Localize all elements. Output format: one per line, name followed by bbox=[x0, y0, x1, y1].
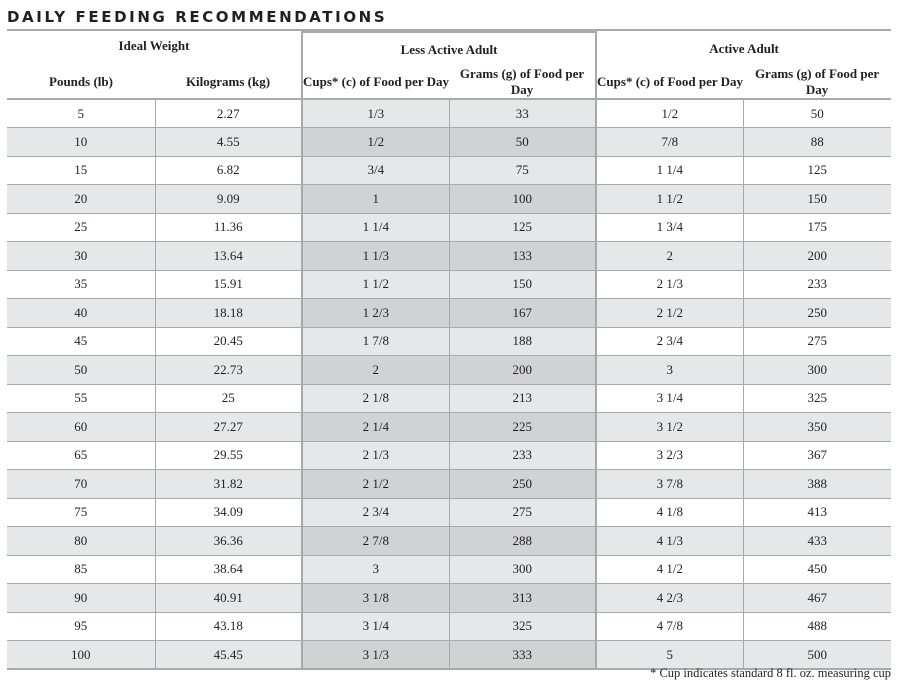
group-header-active: Active Adult bbox=[709, 41, 779, 56]
table-row bbox=[7, 441, 891, 470]
less-active-grams-cell: 333 bbox=[449, 641, 596, 670]
less-active-grams-cell: 275 bbox=[449, 498, 596, 527]
pounds-cell: 90 bbox=[7, 584, 155, 613]
table-row bbox=[7, 270, 891, 299]
table-row bbox=[7, 356, 891, 385]
pounds-cell: 50 bbox=[7, 356, 155, 385]
kilograms-cell: 38.64 bbox=[155, 555, 302, 584]
active-grams-cell: 200 bbox=[743, 242, 891, 271]
active-grams-cell: 50 bbox=[743, 99, 891, 128]
active-cups-cell: 2 1/3 bbox=[596, 270, 743, 299]
active-cups-cell: 3 1/2 bbox=[596, 413, 743, 442]
active-grams-cell: 388 bbox=[743, 470, 891, 499]
less-active-cups-cell: 1/3 bbox=[302, 99, 449, 128]
active-cups-cell: 1 1/4 bbox=[596, 156, 743, 185]
active-grams-cell: 433 bbox=[743, 527, 891, 556]
less-active-cups-cell: 2 1/4 bbox=[302, 413, 449, 442]
less-active-cups-cell: 1 bbox=[302, 185, 449, 214]
less-active-grams-cell: 250 bbox=[449, 470, 596, 499]
less-active-cups-cell: 1 2/3 bbox=[302, 299, 449, 328]
less-active-grams-cell: 133 bbox=[449, 242, 596, 271]
less-active-grams-cell: 225 bbox=[449, 413, 596, 442]
less-active-grams-cell: 50 bbox=[449, 128, 596, 157]
table-row bbox=[7, 213, 891, 242]
active-cups-cell: 3 7/8 bbox=[596, 470, 743, 499]
less-active-grams-cell: 288 bbox=[449, 527, 596, 556]
pounds-cell: 10 bbox=[7, 128, 155, 157]
less-active-cups-cell: 2 7/8 bbox=[302, 527, 449, 556]
less-active-grams-cell: 213 bbox=[449, 384, 596, 413]
pounds-cell: 100 bbox=[7, 641, 155, 670]
kilograms-cell: 9.09 bbox=[155, 185, 302, 214]
less-active-cups-cell: 3 1/4 bbox=[302, 612, 449, 641]
active-grams-cell: 88 bbox=[743, 128, 891, 157]
kilograms-cell: 34.09 bbox=[155, 498, 302, 527]
active-grams-cell: 125 bbox=[743, 156, 891, 185]
less-active-grams-cell: 233 bbox=[449, 441, 596, 470]
column-header-pounds: Pounds (lb) bbox=[49, 74, 113, 89]
kilograms-cell: 11.36 bbox=[155, 213, 302, 242]
active-grams-cell: 175 bbox=[743, 213, 891, 242]
kilograms-cell: 45.45 bbox=[155, 641, 302, 670]
table-row bbox=[7, 555, 891, 584]
active-cups-cell: 3 2/3 bbox=[596, 441, 743, 470]
active-cups-cell: 4 2/3 bbox=[596, 584, 743, 613]
table-row bbox=[7, 641, 891, 670]
less-active-cups-cell: 1 7/8 bbox=[302, 327, 449, 356]
column-header-kilograms: Kilograms (kg) bbox=[185, 74, 271, 89]
kilograms-cell: 29.55 bbox=[155, 441, 302, 470]
table-row bbox=[7, 242, 891, 271]
active-cups-cell: 3 bbox=[596, 356, 743, 385]
pounds-cell: 45 bbox=[7, 327, 155, 356]
kilograms-cell: 31.82 bbox=[155, 470, 302, 499]
pounds-cell: 75 bbox=[7, 498, 155, 527]
less-active-cups-cell: 2 1/2 bbox=[302, 470, 449, 499]
active-cups-cell: 4 1/3 bbox=[596, 527, 743, 556]
active-grams-cell: 325 bbox=[743, 384, 891, 413]
pounds-cell: 70 bbox=[7, 470, 155, 499]
pounds-cell: 40 bbox=[7, 299, 155, 328]
pounds-cell: 55 bbox=[7, 384, 155, 413]
table-row bbox=[7, 498, 891, 527]
active-grams-cell: 300 bbox=[743, 356, 891, 385]
active-cups-cell: 5 bbox=[596, 641, 743, 670]
active-grams-cell: 233 bbox=[743, 270, 891, 299]
kilograms-cell: 43.18 bbox=[155, 612, 302, 641]
table-row bbox=[7, 527, 891, 556]
less-active-cups-cell: 2 bbox=[302, 356, 449, 385]
less-active-grams-cell: 200 bbox=[449, 356, 596, 385]
table-row bbox=[7, 413, 891, 442]
active-cups-cell: 7/8 bbox=[596, 128, 743, 157]
active-cups-cell: 2 3/4 bbox=[596, 327, 743, 356]
table-row bbox=[7, 156, 891, 185]
active-grams-cell: 350 bbox=[743, 413, 891, 442]
table-row bbox=[7, 128, 891, 157]
pounds-cell: 15 bbox=[7, 156, 155, 185]
table-body bbox=[7, 99, 891, 669]
pounds-cell: 35 bbox=[7, 270, 155, 299]
less-active-grams-cell: 33 bbox=[449, 99, 596, 128]
active-grams-cell: 450 bbox=[743, 555, 891, 584]
pounds-cell: 30 bbox=[7, 242, 155, 271]
less-active-grams-cell: 167 bbox=[449, 299, 596, 328]
less-active-cups-cell: 1 1/4 bbox=[302, 213, 449, 242]
less-active-grams-cell: 188 bbox=[449, 327, 596, 356]
less-active-cups-cell: 2 1/8 bbox=[302, 384, 449, 413]
group-header-less-active: Less Active Adult bbox=[302, 32, 596, 66]
active-grams-cell: 367 bbox=[743, 441, 891, 470]
less-active-grams-cell: 75 bbox=[449, 156, 596, 185]
table-row bbox=[7, 185, 891, 214]
less-active-grams-cell: 300 bbox=[449, 555, 596, 584]
less-active-cups-cell: 2 3/4 bbox=[302, 498, 449, 527]
less-active-cups-cell: 1/2 bbox=[302, 128, 449, 157]
table-row bbox=[7, 99, 891, 128]
pounds-cell: 20 bbox=[7, 185, 155, 214]
pounds-cell: 85 bbox=[7, 555, 155, 584]
active-cups-cell: 1/2 bbox=[596, 99, 743, 128]
active-cups-cell: 1 3/4 bbox=[596, 213, 743, 242]
table-row bbox=[7, 584, 891, 613]
active-grams-cell: 150 bbox=[743, 185, 891, 214]
less-active-grams-cell: 100 bbox=[449, 185, 596, 214]
active-grams-cell: 250 bbox=[743, 299, 891, 328]
active-grams-cell: 488 bbox=[743, 612, 891, 641]
less-active-grams-cell: 325 bbox=[449, 612, 596, 641]
less-active-cups-cell: 2 1/3 bbox=[302, 441, 449, 470]
pounds-cell: 65 bbox=[7, 441, 155, 470]
active-cups-cell: 4 1/2 bbox=[596, 555, 743, 584]
kilograms-cell: 18.18 bbox=[155, 299, 302, 328]
active-cups-cell: 4 1/8 bbox=[596, 498, 743, 527]
pounds-cell: 25 bbox=[7, 213, 155, 242]
table-row bbox=[7, 470, 891, 499]
less-active-cups-cell: 3 bbox=[302, 555, 449, 584]
pounds-cell: 60 bbox=[7, 413, 155, 442]
kilograms-cell: 15.91 bbox=[155, 270, 302, 299]
less-active-cups-cell: 3/4 bbox=[302, 156, 449, 185]
table-row bbox=[7, 299, 891, 328]
feeding-table bbox=[7, 31, 891, 670]
column-header-less-active-cups: Cups* (c) of Food per Day bbox=[302, 66, 449, 99]
active-cups-cell: 3 1/4 bbox=[596, 384, 743, 413]
column-header-active-cups: Cups* (c) of Food per Day bbox=[597, 74, 744, 89]
less-active-cups-cell: 1 1/2 bbox=[302, 270, 449, 299]
less-active-grams-cell: 150 bbox=[449, 270, 596, 299]
pounds-cell: 80 bbox=[7, 527, 155, 556]
column-header-row bbox=[7, 66, 891, 99]
less-active-grams-cell: 125 bbox=[449, 213, 596, 242]
group-header-row bbox=[7, 32, 891, 66]
active-cups-cell: 2 bbox=[596, 242, 743, 271]
active-cups-cell: 2 1/2 bbox=[596, 299, 743, 328]
active-cups-cell: 4 7/8 bbox=[596, 612, 743, 641]
column-header-active-grams: Grams (g) of Food per Day bbox=[754, 66, 880, 97]
kilograms-cell: 20.45 bbox=[155, 327, 302, 356]
kilograms-cell: 22.73 bbox=[155, 356, 302, 385]
page-title: DAILY FEEDING RECOMMENDATIONS bbox=[7, 8, 388, 26]
table-row bbox=[7, 612, 891, 641]
less-active-cups-cell: 1 1/3 bbox=[302, 242, 449, 271]
active-grams-cell: 413 bbox=[743, 498, 891, 527]
pounds-cell: 5 bbox=[7, 99, 155, 128]
kilograms-cell: 4.55 bbox=[155, 128, 302, 157]
pounds-cell: 95 bbox=[7, 612, 155, 641]
table-row bbox=[7, 384, 891, 413]
kilograms-cell: 6.82 bbox=[155, 156, 302, 185]
kilograms-cell: 36.36 bbox=[155, 527, 302, 556]
kilograms-cell: 25 bbox=[155, 384, 302, 413]
active-cups-cell: 1 1/2 bbox=[596, 185, 743, 214]
less-active-cups-cell: 3 1/3 bbox=[302, 641, 449, 670]
less-active-grams-cell: 313 bbox=[449, 584, 596, 613]
group-header-ideal-weight: Ideal Weight bbox=[118, 38, 190, 53]
kilograms-cell: 2.27 bbox=[155, 99, 302, 128]
active-grams-cell: 275 bbox=[743, 327, 891, 356]
kilograms-cell: 27.27 bbox=[155, 413, 302, 442]
kilograms-cell: 13.64 bbox=[155, 242, 302, 271]
less-active-cups-cell: 3 1/8 bbox=[302, 584, 449, 613]
kilograms-cell: 40.91 bbox=[155, 584, 302, 613]
footnote: * Cup indicates standard 8 fl. oz. measuring cup bbox=[650, 666, 891, 680]
column-header-less-active-grams: Grams (g) of Food per Day bbox=[449, 66, 596, 99]
table-row bbox=[7, 327, 891, 356]
active-grams-cell: 467 bbox=[743, 584, 891, 613]
active-grams-cell: 500 bbox=[743, 641, 891, 670]
